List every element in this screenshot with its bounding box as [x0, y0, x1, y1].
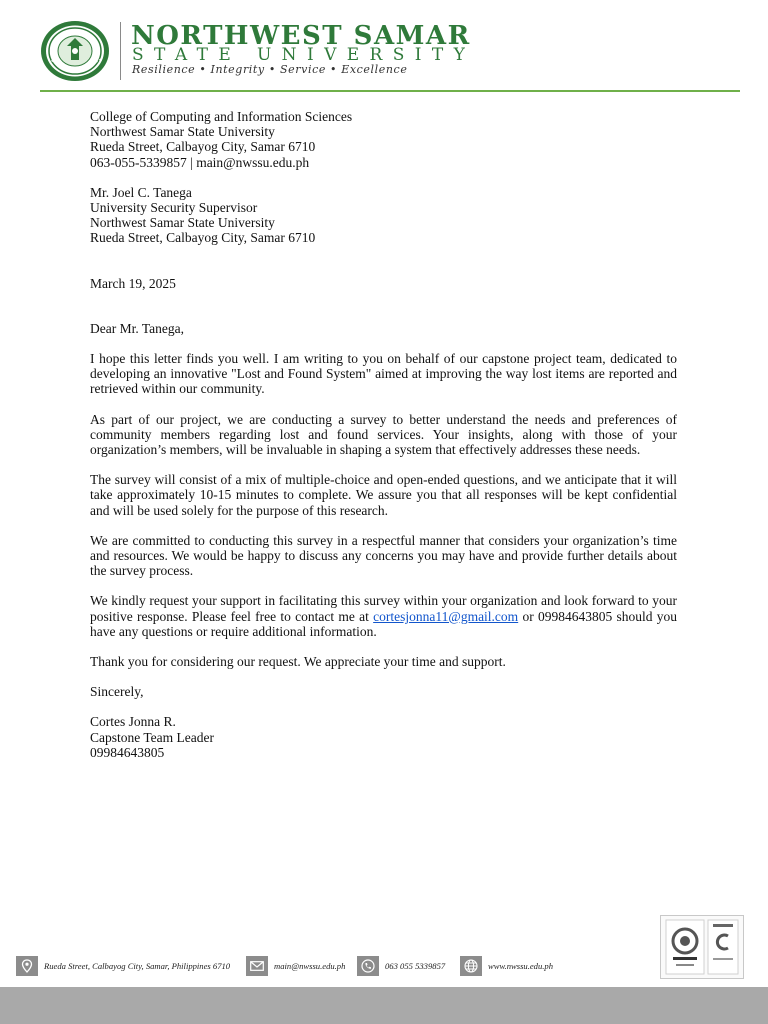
request-text-before: We kindly request your support in facilitating this survey within your organization and look forward to your positive response. Please feel free to contact me at [90, 593, 677, 624]
paragraph-thanks: Thank you for considering our request. We appreciate your time and support. [90, 654, 506, 670]
envelope-icon [246, 956, 268, 976]
location-pin-icon [16, 956, 38, 976]
recipient-address [90, 185, 677, 246]
recipient-title: University Security Supervisor [90, 200, 258, 216]
recipient-name: Mr. Joel C. Tanega [90, 184, 192, 200]
footer-phone-text: 063 055 5339857 [385, 961, 446, 971]
signature-block [90, 714, 677, 760]
salutation: Dear Mr. Tanega, [90, 320, 185, 336]
university-motto: Resilience • Integrity • Service • Excellence [132, 63, 408, 76]
signature-name: Cortes Jonna R. [90, 714, 176, 730]
signature-role: Capstone Team Leader [90, 729, 215, 745]
globe-icon [460, 956, 482, 976]
closing: Sincerely, [90, 684, 144, 700]
header-divider [120, 22, 121, 80]
certification-badge [660, 915, 744, 979]
sender-line: 063-055-5339857 | main@nwssu.edu.ph [90, 154, 310, 170]
contact-email-link[interactable]: cortesjonna11@gmail.com [373, 608, 519, 624]
footer-address-text: Rueda Street, Calbayog City, Samar, Philippines 6710 [44, 961, 231, 971]
paragraph-survey-purpose: As part of our project, we are conducting a survey to better understand the needs and preferences of community members regarding lost and found services. Your insights, along with those of your organization’s members, will be invaluable in shaping a system that effectively addresses these needs. [90, 411, 677, 458]
sender-line: Northwest Samar State University [90, 124, 275, 140]
letter-body [90, 109, 677, 760]
footer-phone [357, 955, 445, 977]
footer-address [16, 955, 230, 977]
sender-line: Rueda Street, Calbayog City, Samar 6710 [90, 139, 316, 155]
paragraph-commitment: We are committed to conducting this survey in a respectful manner that considers your organization’s time and resources. We would be happy to discuss any concerns you may have and provide further details about the survey process. [90, 532, 677, 579]
university-name-line2: STATE UNIVERSITY [132, 45, 476, 65]
page-bottom-bar [0, 987, 768, 1024]
paragraph-request [90, 593, 677, 639]
header-rule [40, 90, 740, 92]
request-text-after: or 09984643805 should you have any questions or require additional information. [90, 608, 677, 639]
recipient-organization: Northwest Samar State University [90, 215, 275, 231]
sender-address [90, 109, 677, 170]
paragraph-intro: I hope this letter finds you well. I am writing to you on behalf of our capstone project team, dedicated to developing an innovative "Lost and Found System" aimed at improving the way lost items are reported and retrieved within our community. [90, 351, 677, 397]
footer-website-text[interactable]: www.nwssu.edu.ph [488, 961, 554, 971]
footer-website [460, 955, 553, 977]
university-name-line1: NORTHWEST SAMAR [131, 21, 471, 51]
phone-icon [357, 956, 379, 976]
letter-date: March 19, 2025 [90, 275, 176, 291]
paragraph-survey-details: The survey will consist of a mix of multiple-choice and open-ended questions, and we anticipate that it will take approximately 10-15 minutes to complete. We assure you that all responses will be kept confidential and will be used solely for the purpose of this research. [90, 472, 677, 518]
sender-line: College of Computing and Information Sciences [90, 109, 353, 124]
university-seal-logo [40, 20, 110, 82]
signature-phone: 09984643805 [90, 744, 165, 760]
footer-email [246, 955, 345, 977]
footer-email-text[interactable]: main@nwssu.edu.ph [274, 961, 346, 971]
recipient-address-line: Rueda Street, Calbayog City, Samar 6710 [90, 230, 316, 246]
